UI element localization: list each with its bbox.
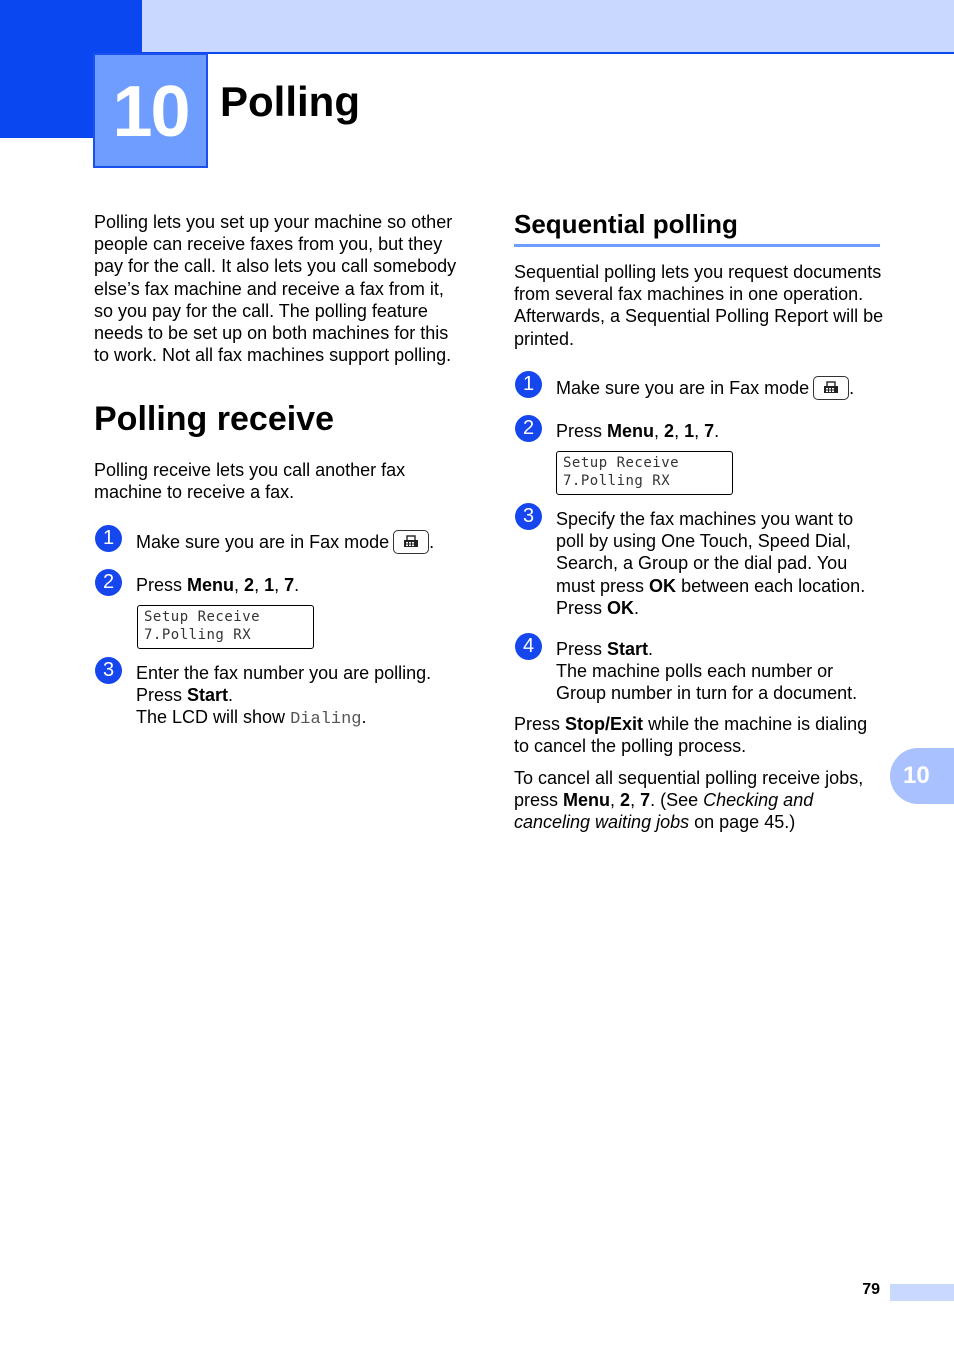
lcd-line-1: Setup Receive [563,455,680,471]
chapter-side-tab: 10 [890,748,954,804]
cross-reference: Checking and canceling waiting jobs [514,790,814,833]
step-text: Make sure you are in Fax mode . [556,378,855,398]
polling-receive-heading: Polling receive [94,400,334,438]
fax-mode-key-icon [813,376,849,400]
footer-bar [890,1284,954,1301]
step-text: Press Menu, 2, 1, 7. [136,575,300,595]
lcd-display [137,605,314,649]
fax-mode-key-icon [393,530,429,554]
step-bullet: 4 [515,633,542,660]
lcd-line-1: Setup Receive [144,609,261,625]
step-text: Make sure you are in Fax mode . [136,532,435,552]
page-number: 79 [862,1281,880,1298]
lcd-line-2: 7.Polling RX [144,627,252,643]
step-text: Enter the fax number you are polling. Press Start. The LCD will show Dialing. [136,663,432,730]
lcd-message: Dialing [290,710,362,730]
lcd-display [556,451,733,495]
step-bullet: 2 [515,415,542,442]
step-bullet: 2 [95,569,122,596]
intro-paragraph: Polling lets you set up your machine so other people can receive faxes from you, but they pay for the call. It also lets you call somebody else’s fax machine and receive a fax from it, so you pay for the call. The polling feature needs to be set up on both machines for this to work. Not all fax machines support polling. [94,212,457,366]
step-bullet: 1 [515,371,542,398]
step-bullet: 1 [95,525,122,552]
step-text: Specify the fax machines you want to poll by using One Touch, Speed Dial, Search, a Group or the dial pad. You must press OK between each location. Press OK. [556,509,866,618]
step-text: Press Start. The machine polls each number or Group number in turn for a document. [556,639,858,704]
cancel-note: To cancel all sequential polling receive jobs, press Menu, 2, 7. (See Checking and canceling waiting jobs on page 45.) [514,768,864,833]
chapter-number: 10 [93,53,208,168]
step-bullet: 3 [515,503,542,530]
lcd-line-2: 7.Polling RX [563,473,671,489]
header-band [142,0,954,54]
stop-exit-note: Press Stop/Exit while the machine is dialing to cancel the polling process. [514,714,868,757]
heading-rule [514,244,880,247]
polling-receive-description: Polling receive lets you call another fax machine to receive a fax. [94,460,406,503]
chapter-title: Polling [220,78,360,125]
step-bullet: 3 [95,657,122,684]
sequential-polling-heading: Sequential polling [514,209,738,239]
sequential-description: Sequential polling lets you request documents from several fax machines in one operation. Afterwards, a Sequential Polling Report will be printed. [514,262,884,349]
step-text: Press Menu, 2, 1, 7. [556,421,720,441]
